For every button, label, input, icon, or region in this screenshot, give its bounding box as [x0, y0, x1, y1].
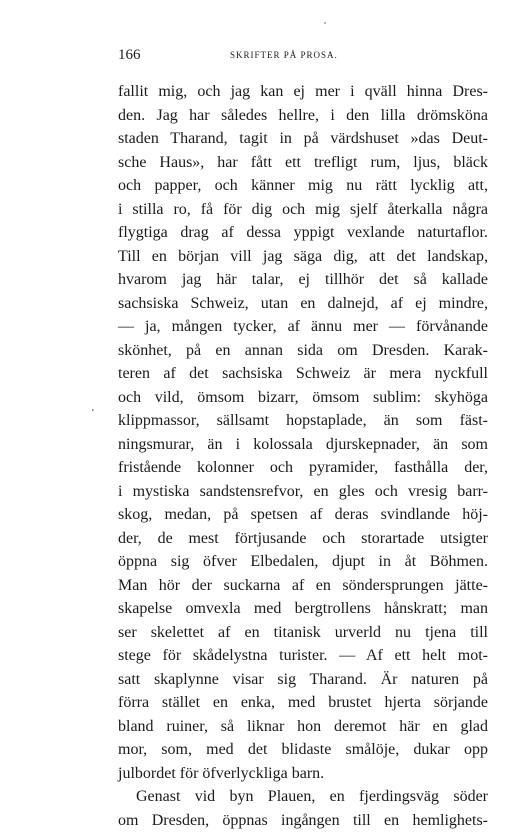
running-head: SKRIFTER PÅ PROSA.	[230, 48, 338, 62]
margin-mark: '	[92, 409, 94, 419]
page-number: 166	[118, 46, 141, 64]
text-line: förra stället en enka, med brustet hjerta sörjande	[118, 691, 488, 715]
text-line: i stilla ro, få för dig och mig sjelf återkalla några	[118, 198, 488, 222]
text-line: klippmassor, sällsamt hopstaplade, än som fäst-	[118, 409, 488, 433]
ink-speck	[324, 22, 326, 24]
text-line: den. Jag har således hellre, i den lilla drömsköna	[118, 104, 488, 128]
text-line: hvarom jag här talar, ej tillhör det så kallade	[118, 268, 488, 292]
text-line: mor, som, med det blidaste smålöje, dukar opp	[118, 738, 488, 762]
text-line: flygtiga drag af dessa yppigt vexlande naturtaflor.	[118, 221, 488, 245]
text-line: i mystiska sandstensrefvor, en gles och vresig barr-	[118, 480, 488, 504]
body-text	[118, 80, 488, 832]
text-line: Till en början vill jag säga dig, att det landskap,	[118, 245, 488, 269]
text-line: ser skelettet af en titanisk urverld nu tjena till	[118, 621, 488, 645]
text-line: skapelse omvexla med bergtrollens hånskratt; man	[118, 597, 488, 621]
text-line: ningsmurar, än i kolossala djurskepnader, än som	[118, 433, 488, 457]
text-line: staden Tharand, tagit in på värdshuset »das Deut-	[118, 127, 488, 151]
text-line: om Dresden, öppnas ingången till en hemlighets-	[118, 809, 488, 832]
text-line: fallit mig, och jag kan ej mer i qväll hinna Dres-	[118, 80, 488, 104]
text-line: Genast vid byn Plauen, en fjerdingsväg söder	[118, 785, 488, 809]
text-line: — ja, mången tycker, af ännu mer — förvånande	[118, 315, 488, 339]
text-line: julbordet för öfverlyckliga barn.	[118, 762, 488, 786]
text-line: Man hör der suckarna af en söndersprungen jätte-	[118, 574, 488, 598]
text-line: och vild, ömsom bizarr, ömsom sublim: skyhöga	[118, 386, 488, 410]
text-line: skog, medan, på spetsen af deras svindlande höj-	[118, 503, 488, 527]
text-line: bland ruiner, så liknar hon deremot här en glad	[118, 715, 488, 739]
text-line: teren af det sachsiska Schweiz är mera nyckfull	[118, 362, 488, 386]
text-line: öppna sig öfver Elbedalen, djupt in åt Böhmen.	[118, 550, 488, 574]
text-line: fristående kolonner och pyramider, fasthålla der,	[118, 456, 488, 480]
text-line: sche Haus», har fått ett trefligt rum, ljus, bläck	[118, 151, 488, 175]
text-line: skönhet, på en annan sida om Dresden. Karak-	[118, 339, 488, 363]
text-line: stege för skådelystna turister. — Af ett helt mot-	[118, 644, 488, 668]
text-line: satt skaplynne visar sig Tharand. Är naturen på	[118, 668, 488, 692]
page-header	[118, 46, 484, 64]
text-line: der, de mest förtjusande och storartade utsigter	[118, 527, 488, 551]
text-line: sachsiska Schweiz, utan en dalnejd, af ej mindre,	[118, 292, 488, 316]
text-line: och papper, och känner mig nu rätt lycklig att,	[118, 174, 488, 198]
